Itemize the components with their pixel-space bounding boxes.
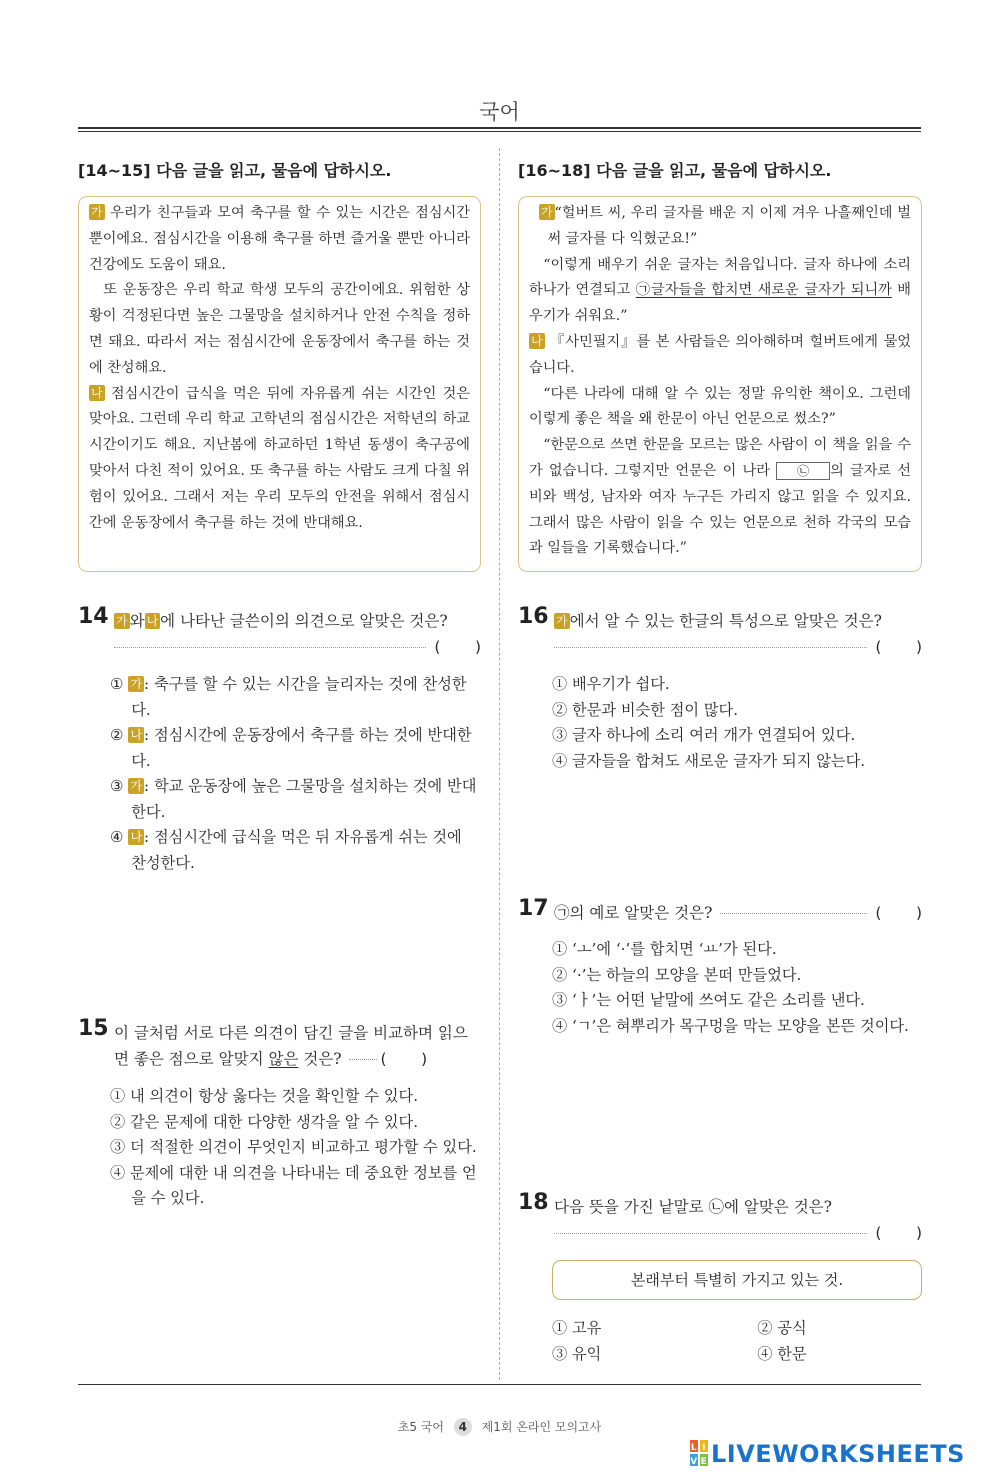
marker-na: 나 (531, 333, 543, 348)
q14-options (110, 672, 481, 876)
passage-na-paragraph-1: 점심시간이 급식을 먹은 뒤에 자유롭게 쉬는 시간인 것은 맞아요. 그런데 우리 학교 고학년의 점심시간은 저학년의 하교 시간이기도 해요. 지난봄에 하교하던 1학년 동생이 축구공에 맞아서 다친 적이 있어요. 또 축구를 하는 사람도 크게 다칠 위험이 있어요. 그래서 저는 우리 모두의 안전을 위해서 점심시간에 운동장에서 축구를 하는 것에 반대해요. (89, 385, 470, 531)
liveworksheets-icon (690, 1440, 708, 1466)
icon-letter: E (700, 1457, 708, 1466)
left-passage-box (78, 196, 481, 572)
subject-title: 국어 (479, 100, 520, 124)
option-2[interactable]: ② ‘·’는 하늘의 모양을 본떠 만들었다. (552, 965, 802, 984)
option-2[interactable]: ② 같은 문제에 대한 다양한 생각을 알 수 있다. (110, 1112, 419, 1131)
footer-exam-name: 제1회 온라인 모의고사 (481, 1420, 602, 1434)
question-number: 18 (518, 1190, 549, 1215)
passage-na-paragraph-1: 『사민필지』를 본 사람들은 의아해하며 헐버트에게 물었습니다. (529, 333, 911, 376)
passage-ga-paragraph-1: 우리가 친구들과 모여 축구를 할 수 있는 시간은 점심시간뿐이에요. 점심시간을 이용해 축구를 하면 즐거울 뿐만 아니라 건강에도 도움이 돼요. (89, 205, 470, 273)
dotted-leader (554, 647, 867, 648)
option-4[interactable]: ④ ‘ㄱ’은 혀뿌리가 목구멍을 막는 모양을 본뜬 것이다. (552, 1016, 909, 1035)
option-2[interactable]: ② 나 : 점심시간에 운동장에서 축구를 하는 것에 반대한다. (110, 726, 472, 770)
option-4[interactable]: ④ 한문 (757, 1344, 807, 1363)
brand-name: LIVEWORKSHEETS (711, 1440, 965, 1468)
passage-ga-paragraph-2: “이렇게 배우기 쉬운 글자는 처음입니다. 글자 하나에 소리 하나가 연결되고 (529, 256, 911, 299)
q17-options (552, 937, 922, 1039)
question-text-emphasis: 않은 (268, 1050, 299, 1068)
liveworksheets-logo[interactable] (690, 1440, 965, 1468)
header-rule-thin (78, 131, 921, 132)
option-3[interactable]: ③ 가 : 학교 운동장에 높은 그물망을 설치하는 것에 반대한다. (110, 777, 477, 821)
question-15 (78, 1016, 481, 1072)
passage-na-paragraph-2: “다른 나라에 대해 알 수 있는 정말 유익한 책이오. 그런데 이렇게 좋은 책을 왜 한문이 아닌 언문으로 썼소?” (529, 385, 911, 428)
icon-letter: I (702, 1443, 706, 1453)
q18-options (552, 1316, 922, 1367)
option-1[interactable]: ① 고유 (552, 1319, 602, 1337)
answer-blank[interactable]: ( ) (875, 904, 922, 922)
question-number: 17 (518, 896, 549, 921)
option-3[interactable]: ③ 글자 하나에 소리 여러 개가 연결되어 있다. (552, 726, 856, 744)
option-3[interactable]: ③ ‘ㅏ’는 어떤 낱말에 쓰여도 같은 소리를 낸다. (552, 991, 865, 1009)
marker-na: 나 (130, 728, 143, 742)
dotted-leader (114, 647, 426, 648)
passage-ga-paragraph-1: “헐버트 씨, 우리 글자를 배운 지 이제 겨우 나흘째인데 벌써 글자를 다 익혔군요!” (547, 205, 911, 247)
option-1[interactable]: ① 배우기가 쉽다. (552, 675, 670, 693)
question-number: 14 (78, 604, 109, 629)
definition-box: 본래부터 특별히 가지고 있는 것. (552, 1260, 922, 1300)
option-1[interactable]: ① 내 의견이 항상 옳다는 것을 확인할 수 있다. (110, 1087, 419, 1105)
marker-ga: 가 (130, 677, 143, 691)
question-14 (78, 604, 481, 660)
marker-ga: 가 (540, 205, 553, 219)
option-2[interactable]: ② 한문과 비슷한 점이 많다. (552, 700, 739, 719)
passage-ga-paragraph-2: 또 운동장은 우리 학교 학생 모두의 공간이에요. 위험한 상황이 걱정된다면 높은 그물망을 설치하거나 안전 수칙을 정하면 돼요. 따라서 저는 점심시간에 운동장에서 축구를 하는 것에 찬성해요. (89, 282, 470, 376)
dotted-leader (720, 913, 867, 914)
question-18 (518, 1190, 922, 1246)
marker-ga: 가 (91, 205, 103, 219)
q16-options (552, 672, 922, 774)
option-4[interactable]: ④ 문제에 대한 내 의견을 나타내는 데 중요한 정보를 얻을 수 있다. (110, 1163, 477, 1207)
underlined-phrase-giyeok: ㉠글자들을 합치면 새로운 글자가 되니까 (635, 282, 892, 299)
page-footer (0, 1418, 999, 1436)
footer-rule (78, 1384, 921, 1385)
marker-na: 나 (146, 614, 159, 628)
option-1[interactable]: ① ‘ㅗ’에 ‘·’를 합치면 ‘ㅛ’가 된다. (552, 940, 777, 958)
icon-letter: L (690, 1443, 698, 1453)
marker-ga: 가 (556, 614, 568, 628)
marker-na: 나 (130, 830, 143, 844)
column-divider (499, 148, 500, 1380)
answer-blank[interactable]: ( ) (380, 1050, 428, 1068)
question-text: ㉠의 예로 알맞은 것은? (554, 904, 713, 922)
icon-letter: V (690, 1457, 698, 1466)
question-text: 와 (129, 612, 145, 630)
option-4[interactable]: ④ 나 : 점심시간에 급식을 먹은 뒤 자유롭게 쉬는 것에 찬성한다. (110, 828, 462, 872)
option-4[interactable]: ④ 글자들을 합쳐도 새로운 글자가 되지 않는다. (552, 751, 866, 770)
question-text: 에 나타난 글쓴이의 의견으로 알맞은 것은? (160, 612, 448, 630)
answer-blank[interactable]: ( ) (875, 1224, 922, 1242)
footer-grade-subject: 초5 국어 (397, 1420, 444, 1434)
dotted-leader (554, 1233, 867, 1234)
marker-na: 나 (91, 385, 103, 400)
blank-nieun: ㉡ (776, 462, 830, 480)
question-text: 에서 알 수 있는 한글의 특성으로 알맞은 것은? (569, 612, 882, 630)
question-number: 15 (78, 1016, 109, 1041)
dotted-leader (349, 1059, 377, 1060)
marker-ga: 가 (116, 614, 128, 628)
question-17 (518, 896, 922, 926)
question-text: 것은? (298, 1050, 342, 1068)
option-2[interactable]: ② 공식 (757, 1319, 807, 1337)
question-16 (518, 604, 922, 660)
header-rule (78, 127, 921, 129)
left-section-heading: [14~15] 다음 글을 읽고, 물음에 답하시오. (78, 161, 392, 180)
question-text: 다음 뜻을 가진 낱말로 ㉡에 알맞은 것은? (554, 1198, 832, 1216)
q15-options (110, 1084, 481, 1212)
right-section-heading: [16~18] 다음 글을 읽고, 물음에 답하시오. (518, 161, 832, 180)
option-3[interactable]: ③ 유익 (552, 1344, 602, 1363)
page-number: 4 (454, 1418, 472, 1436)
option-3[interactable]: ③ 더 적절한 의견이 무엇인지 비교하고 평가할 수 있다. (110, 1138, 477, 1156)
right-passage-box: 가 “헐버트 씨, 우리 글자를 배운 지 이제 겨우 나흘째인데 벌써 글자를 다 익혔군요!” “이렇게 배우기 쉬운 글자는 처음입니다. 글자 하나에 소리 하나가 연결되고 ㉠글자들을 합치면 새로운 글자가 되니까 배우기가 쉬워요.” 나 『사민필지』를 본 사람들은 의아해하며 헐버트에게 물었습니다. “다른 나라에 대해 알 수 있는 정말 유익한 책이오. 그런데 이렇게 좋은 책을 왜 한문이 아닌 언문으로 썼소?” “한문으로 쓰면 한문을 모르는 많은 사람이 이 책을 읽을 수가 없습니다. 그렇지만 언문은 이 나라 ㉡ 의 글자로 선비와 백성, 남자와 여자 누구든 가리지 않고 읽을 수 있지요. 그래서 많은 사람이 읽을 수 있는 언문으로 천하 각국의 모습과 일들을 기록했습니다.” (518, 196, 922, 572)
question-number: 16 (518, 604, 549, 629)
marker-ga: 가 (130, 779, 143, 793)
passage-na-paragraph-3: “한문으로 쓰면 한문을 모르는 많은 사람이 이 책을 읽을 수가 없습니다. 그렇지만 언문은 이 나라 (529, 437, 911, 479)
question-text: 이 글처럼 서로 다른 의견이 담긴 글을 비교하며 읽으면 좋은 점으로 알맞지 (114, 1024, 468, 1068)
answer-blank[interactable]: ( ) (434, 638, 481, 656)
option-1[interactable]: ① 가 : 축구를 할 수 있는 시간을 늘리자는 것에 찬성한다. (110, 675, 467, 719)
answer-blank[interactable]: ( ) (875, 638, 922, 656)
